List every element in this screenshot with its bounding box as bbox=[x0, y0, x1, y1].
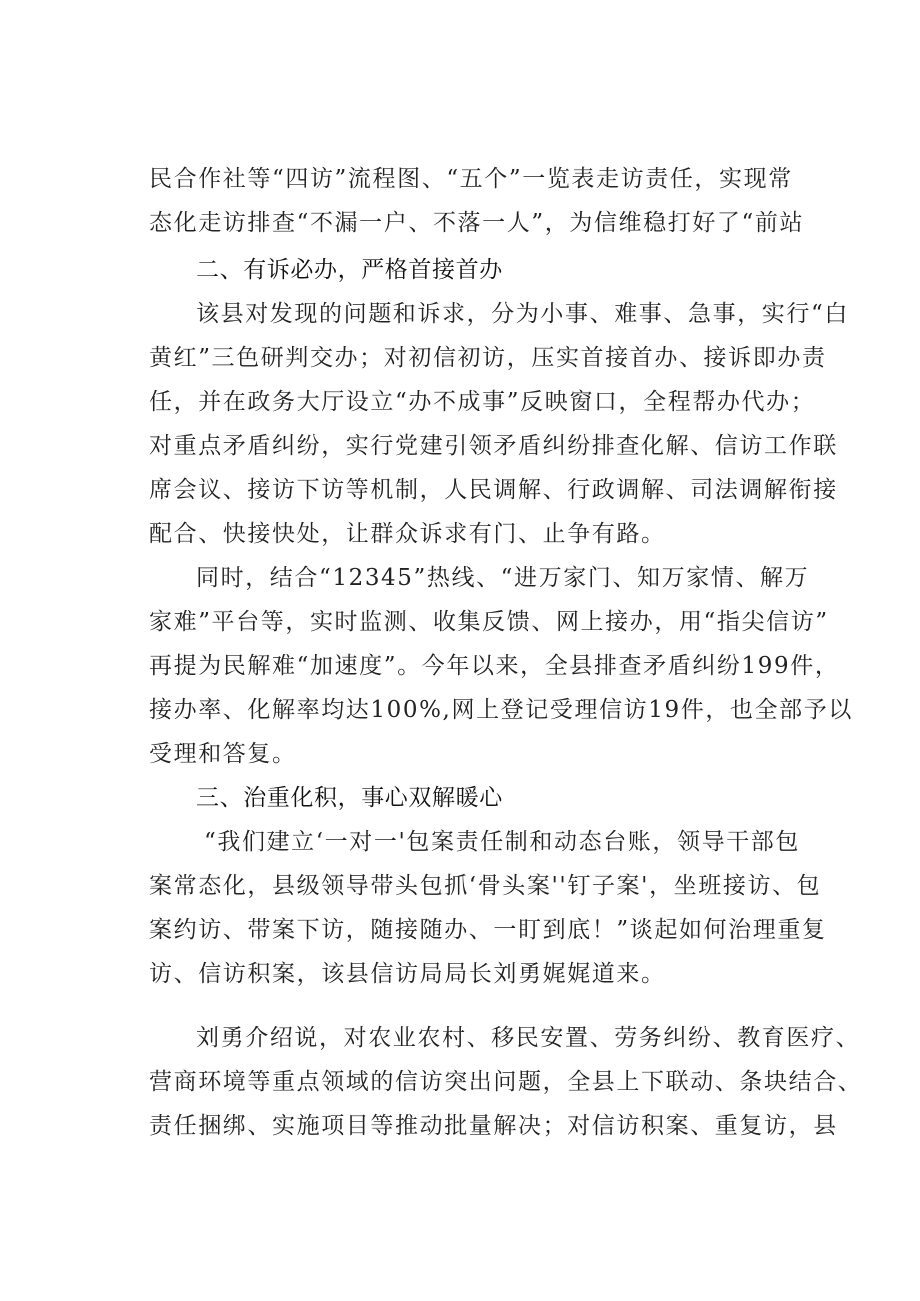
paragraph-line: 受理和答复。 bbox=[149, 741, 297, 767]
paragraph-line: 再提为民解难“加速度”。今年以来，全县排查矛盾纠纷199件， bbox=[149, 653, 840, 679]
paragraph-line: “我们建立‘一对一'包案责任制和动态台账，领导干部包 bbox=[204, 829, 800, 855]
paragraph-line: 对重点矛盾纠纷，实行党建引领矛盾纠纷排查化解、信访工作联 bbox=[149, 433, 838, 459]
paragraph-line: 访、信访积案，该县信访局局长刘勇娓娓道来。 bbox=[149, 961, 666, 987]
paragraph-line: 家难”平台等，实时监测、收集反馈、网上接办，用“指尖信访” bbox=[149, 609, 829, 635]
paragraph-line: 接办率、化解率均达100%,网上登记受理信访19件，也全部予以 bbox=[149, 697, 853, 723]
paragraph-line: 同时，结合“12345”热线、“进万家门、知万家情、解万 bbox=[196, 565, 810, 591]
paragraph-line: 案常态化，县级领导带头包抓‘骨头案''钉子案'，坐班接访、包 bbox=[149, 873, 822, 899]
paragraph-line: 该县对发现的问题和诉求，分为小事、难事、急事，实行“白 bbox=[196, 301, 849, 327]
paragraph-line: 态化走访排查“不漏一户、不落一人”，为信维稳打好了“前站 bbox=[149, 210, 805, 236]
paragraph-line: 席会议、接访下访等机制，人民调解、行政调解、司法调解衔接 bbox=[149, 477, 838, 503]
paragraph-line: 黄红”三色研判交办；对初信初访，压实首接首办、接诉即办责 bbox=[149, 345, 827, 371]
paragraph-line: 任，并在政务大厅设立“办不成事”反映窗口，全程帮办代办； bbox=[149, 389, 816, 415]
section-heading-2: 二、有诉必办，严格首接首办 bbox=[196, 257, 503, 283]
section-heading-3: 三、治重化积，事心双解暖心 bbox=[196, 785, 503, 811]
paragraph-line: 配合、快接快处，让群众诉求有门、止争有路。 bbox=[149, 521, 666, 547]
paragraph-line: 刘勇介绍说，对农业农村、移民安置、劳务纠纷、教育医疗、 bbox=[196, 1025, 861, 1051]
paragraph-line: 案约访、带案下访，随接随办、一盯到底！”谈起如何治理重复 bbox=[149, 917, 827, 943]
paragraph-line: 营商环境等重点领域的信访突出问题，全县上下联动、条块结合、 bbox=[149, 1069, 863, 1095]
paragraph-line: 民合作社等“四访”流程图、“五个”一览表走访责任，实现常 bbox=[149, 166, 793, 192]
paragraph-line: 责任捆绑、实施项目等推动批量解决；对信访积案、重复访，县 bbox=[149, 1113, 838, 1139]
